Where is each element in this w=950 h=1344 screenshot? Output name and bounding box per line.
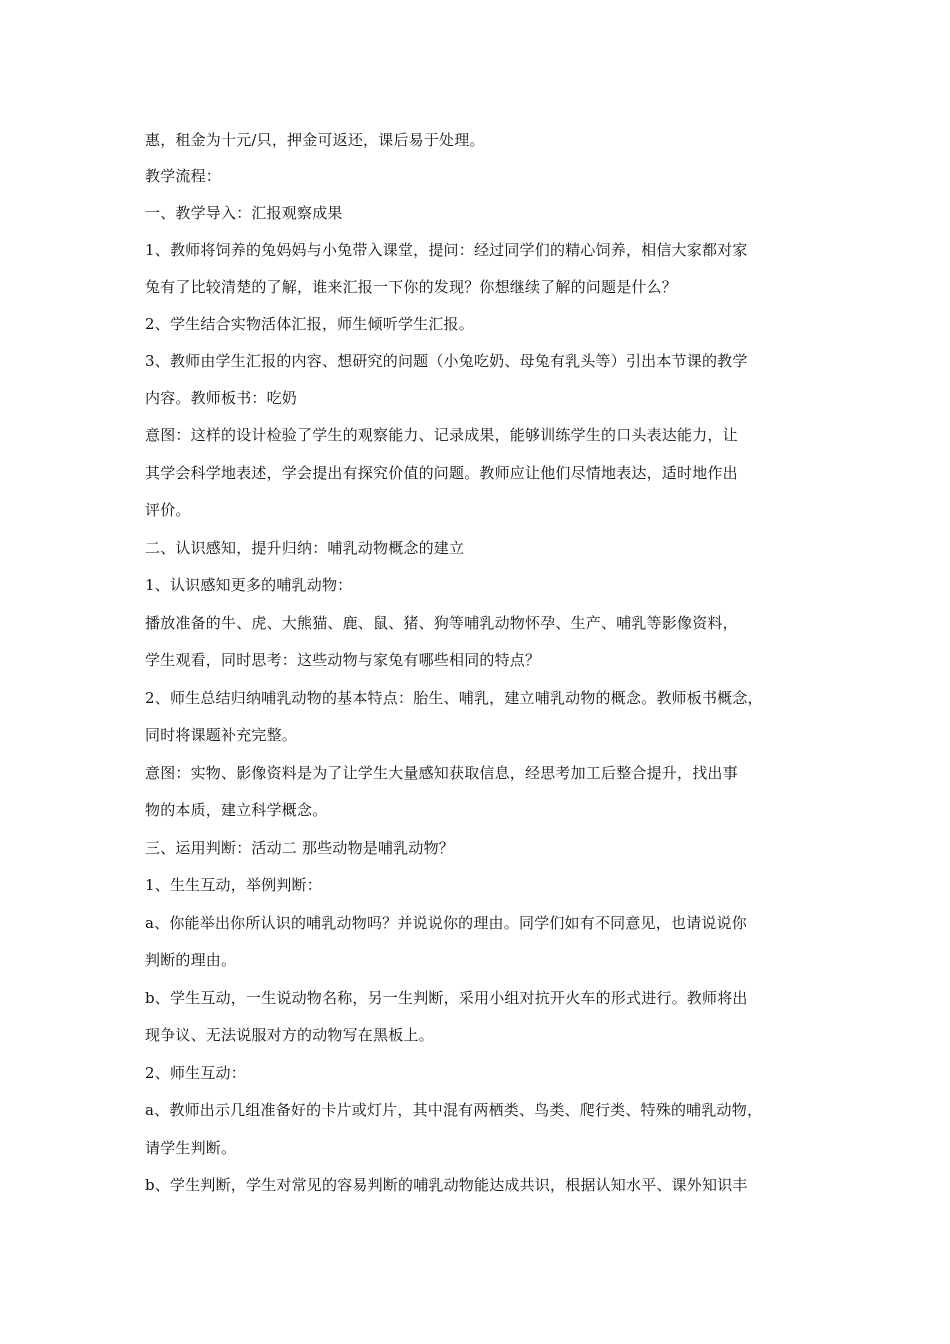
section-heading: 一、教学导入：汇报观察成果: [145, 204, 343, 222]
text-line: 请学生判断。: [145, 1139, 237, 1157]
text-line: 2、学生结合实物活体汇报，师生倾听学生汇报。: [145, 315, 474, 333]
section-heading: 二、认识感知，提升归纳：哺乳动物概念的建立: [145, 539, 465, 557]
text-line: 播放准备的牛、虎、大熊猫、鹿、鼠、猪、狗等哺乳动物怀孕、生产、哺乳等影像资料，: [145, 614, 738, 632]
text-line: 惠，租金为十元/只，押金可返还，课后易于处理。: [145, 131, 485, 149]
text-line: 学生观看，同时思考：这些动物与家兔有哪些相同的特点？: [145, 651, 541, 669]
text-line: 现争议、无法说服对方的动物写在黑板上。: [145, 1026, 434, 1044]
text-line: 意图：实物、影像资料是为了让学生大量感知获取信息，经思考加工后整合提升，找出事: [145, 764, 738, 782]
text-line: 2、师生互动：: [145, 1064, 246, 1082]
text-line: 评价。: [145, 501, 191, 519]
text-line: b、学生互动，一生说动物名称，另一生判断，采用小组对抗开火车的形式进行。教师将出: [145, 989, 748, 1007]
text-line: 教学流程：: [145, 167, 222, 185]
text-line: 判断的理由。: [145, 951, 237, 969]
text-line: 2、师生总结归纳哺乳动物的基本特点：胎生、哺乳，建立哺乳动物的概念。教师板书概念，: [145, 689, 763, 707]
text-line: 意图：这样的设计检验了学生的观察能力、记录成果，能够训练学生的口头表达能力，让: [145, 426, 738, 444]
text-line: a、教师出示几组准备好的卡片或灯片，其中混有两栖类、鸟类、爬行类、特殊的哺乳动物，: [145, 1101, 763, 1119]
text-line: 同时将课题补充完整。: [145, 726, 298, 744]
text-line: 1、认识感知更多的哺乳动物：: [145, 576, 353, 594]
text-line: a、你能举出你所认识的哺乳动物吗？并说说你的理由。同学们如有不同意见，也请说说你: [145, 914, 747, 932]
section-heading: 三、运用判断：活动二 那些动物是哺乳动物？: [145, 839, 454, 857]
text-line: 物的本质，建立科学概念。: [145, 801, 328, 819]
text-line: 内容。教师板书：吃奶: [145, 389, 298, 407]
text-line: 1、生生互动，举例判断：: [145, 876, 322, 894]
text-line: 兔有了比较清楚的了解，谁来汇报一下你的发现？你想继续了解的问题是什么？: [145, 278, 678, 296]
text-line: b、学生判断，学生对常见的容易判断的哺乳动物能达成共识，根据认知水平、课外知识丰: [145, 1176, 748, 1194]
text-line: 1、教师将饲养的兔妈妈与小兔带入课堂，提问：经过同学们的精心饲养，相信大家都对家: [145, 241, 748, 259]
text-line: 其学会科学地表述，学会提出有探究价值的问题。教师应让他们尽情地表达，适时地作出: [145, 464, 738, 482]
text-line: 3、教师由学生汇报的内容、想研究的问题（小兔吃奶、母兔有乳头等）引出本节课的教学: [145, 352, 748, 370]
